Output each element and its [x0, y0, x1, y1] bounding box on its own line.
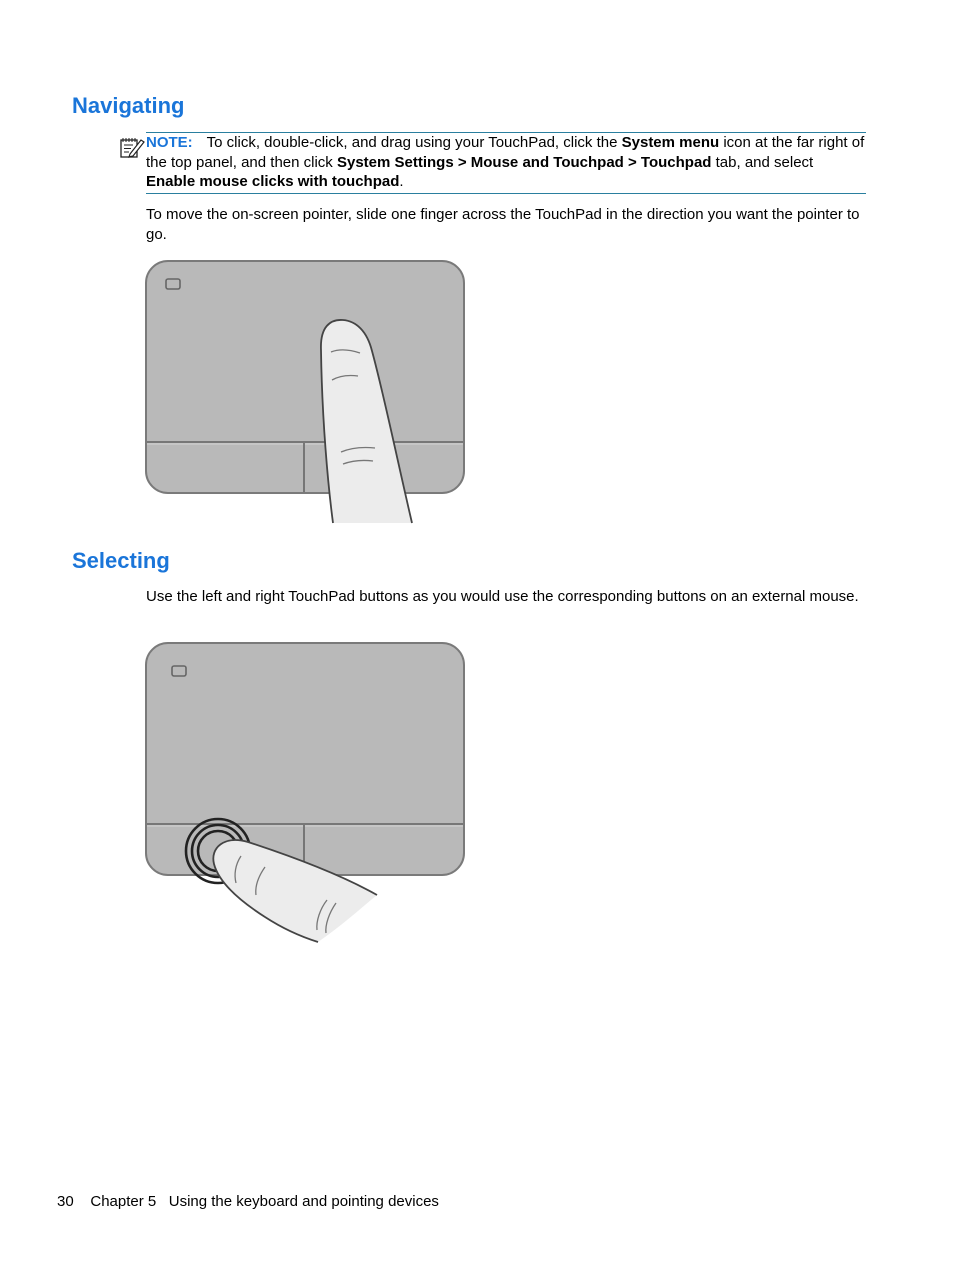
note-box	[146, 132, 866, 194]
page-footer	[57, 1192, 439, 1211]
note-text: tab, and select	[711, 153, 814, 171]
note-icon	[119, 135, 145, 159]
chapter-title: Using the keyboard and pointing devices	[168, 1193, 439, 1210]
note-system-menu: System menu	[621, 134, 720, 151]
note-enable-clicks: Enable mouse clicks with touchpad	[146, 173, 400, 190]
chapter-label: Chapter 5	[90, 1193, 157, 1210]
heading-navigating: Navigating	[72, 93, 185, 118]
touchpad-select-illustration	[140, 637, 480, 947]
touchpad-navigate-illustration	[140, 255, 480, 527]
heading-selecting: Selecting	[72, 548, 170, 573]
note-settings-path: System Settings > Mouse and Touchpad > Touchpad	[336, 153, 712, 171]
note-text: To click, double-click, and drag using your TouchPad, click the	[206, 134, 622, 151]
note-text: icon at the far right of the top panel, and then click	[146, 134, 865, 171]
note-label: NOTE:	[146, 134, 193, 151]
navigating-body: To move the on-screen pointer, slide one finger across the TouchPad in the direction you want the pointer to go.	[146, 206, 860, 243]
page-number: 30	[57, 1193, 74, 1210]
note-text: .	[399, 173, 404, 190]
selecting-body: Use the left and right TouchPad buttons as you would use the corresponding buttons on an external mouse.	[146, 588, 859, 605]
